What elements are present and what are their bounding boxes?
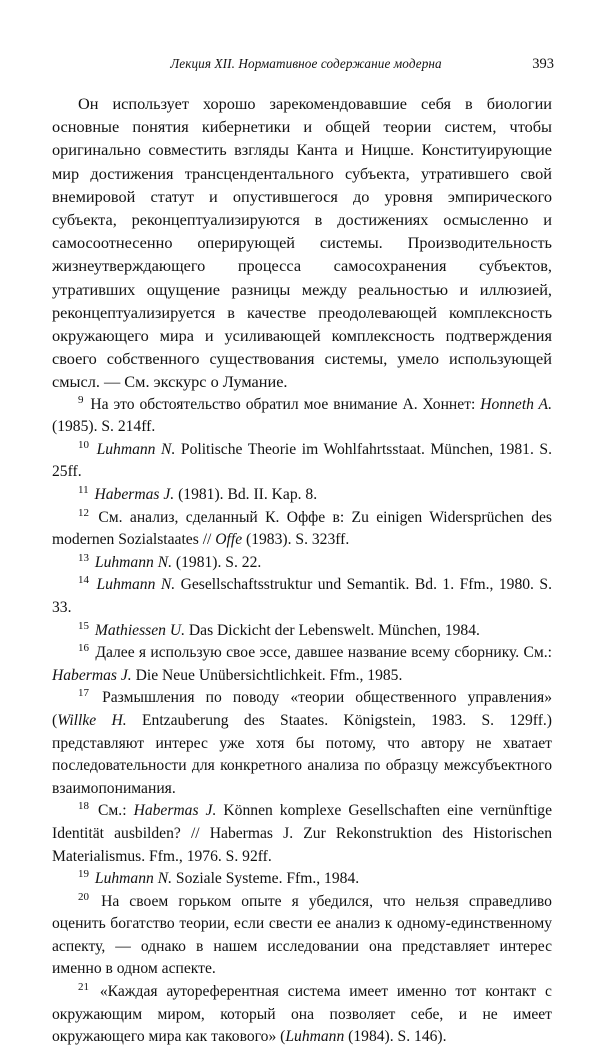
footnote-number: 9 [78, 393, 84, 406]
footnote-number: 15 [78, 619, 89, 632]
footnote [52, 891, 552, 981]
footnote [52, 981, 552, 1049]
footnote [52, 484, 552, 507]
footnote [52, 439, 552, 484]
footnote-number: 14 [78, 574, 89, 587]
footnote-text: (1983). S. 323ff. [242, 531, 350, 549]
footnote-citation-italic: Habermas J. [52, 666, 132, 684]
footnote-number: 16 [78, 642, 89, 655]
running-title: Лекция XII. Нормативное содержание модерна [170, 56, 442, 71]
footnote-citation-italic: Luhmann N. [94, 870, 173, 888]
page-header [52, 56, 554, 76]
footnote-citation-italic: Luhmann [285, 1028, 345, 1046]
footnote [52, 642, 552, 687]
footnote-text: Gesellschaftsstruktur und Semantik. Bd. 1. Ffm., 1980. S. 33. [52, 576, 552, 616]
footnote-text: Entzauberung des Staates. Königstein, 1983. S. 129ff.) представляют интерес уже хотя бы потому, что автору не хватает последовательности для конкретного анализа по образцу межсубъектного взаимопонимания. [52, 711, 552, 797]
footnote-citation-italic: Habermas J. [133, 802, 217, 820]
footnote-number: 19 [78, 868, 89, 881]
footnote-citation-italic: Luhmann N. [94, 553, 173, 571]
footnote [52, 507, 552, 552]
footnote-number: 11 [78, 483, 89, 496]
main-paragraph: Он использует хорошо зарекомендовавшие себя в биологии основные понятия кибернетики и общей теории систем, чтобы оригинально совместить взгляды Канта и Ницше. Конституирующие мир достижения трансцендентального субъекта, утратившего свой внемировой статут и опустившегося до уровня эмпирического субъекта, реконцептуализируются в достижениях осмысленно и самосоотнесенно оперирующей системы. Производительность жизнеутверждающего процесса самосохранения субъектов, утративших ощущение разницы между реальностью и иллюзией, реконцептуализируется в качестве преодолевающей комплексность окружающего мира и усиливающей комплексность подтверждения своего собственного существования системы, умело использующей смысл. — См. экскурс о Лумание. [52, 94, 552, 392]
footnote [52, 687, 552, 800]
footnote-text: См.: [98, 802, 134, 820]
footnote-number: 13 [78, 551, 89, 564]
footnote-text: Далее я использую свое эссе, давшее название всему сборнику. См.: [95, 644, 552, 662]
footnote-text: «Каждая аутореферентная система имеет именно тот контакт с окружающим миром, который она позволяет себе, и не имеет окружающего мира как такового» ( [52, 983, 552, 1046]
footnote-citation-italic: Habermas J. [94, 486, 175, 504]
footnote-number: 17 [78, 687, 89, 700]
footnote-number: 20 [78, 890, 89, 903]
footnote-number: 10 [78, 438, 89, 451]
footnote-citation-italic: Mathiessen U. [94, 621, 185, 639]
footnote-text: Soziale Systeme. Ffm., 1984. [172, 870, 360, 888]
footnote-list [52, 394, 552, 1049]
footnote [52, 800, 552, 868]
footnote-citation-italic: Luhmann N. [96, 576, 176, 594]
footnote-citation-italic: Offe [215, 531, 243, 549]
footnote-text: Die Neue Unübersichtlichkeit. Ffm., 1985. [131, 666, 403, 684]
page-number: 393 [532, 56, 554, 72]
footnote-text: Politische Theorie im Wohlfahrtsstaat. München, 1981. S. 25ff. [52, 440, 552, 481]
page-body [52, 92, 552, 1049]
footnote-text: (1984). S. 146). [344, 1028, 447, 1046]
footnote [52, 868, 552, 891]
footnote-text: Размышления по поводу «теории общественного управления» ( [52, 689, 552, 729]
footnote [52, 552, 552, 575]
footnote-number: 12 [78, 506, 89, 519]
footnote-text: (1981). Bd. II. Kap. 8. [174, 486, 318, 504]
footnote [52, 620, 552, 643]
footnote-text: На своем горьком опыте я убедился, что нельзя справедливо оценить богатство теории, если свести ее анализ к одному-единственному аспекту, — однако в нашем исследовании она представляет интерес именно в одном аспекте. [52, 892, 552, 978]
footnote-text: Das Dickicht der Lebenswelt. München, 1984. [185, 621, 480, 639]
footnote-number: 18 [78, 800, 89, 813]
footnote-text: На это обстоятельство обратил мое внимание А. Хоннет: [90, 395, 481, 413]
footnote-citation-italic: Honneth A. [480, 395, 552, 413]
footnote-text: См. анализ, сделанный К. Оффе в: Zu einigen Widersprüchen des modernen Sozialstaates // [52, 508, 552, 549]
footnote [52, 394, 552, 439]
footnote-citation-italic: Willke H. [57, 711, 127, 729]
footnote-citation-italic: Luhmann N. [96, 440, 176, 458]
footnote-text: (1981). S. 22. [172, 553, 262, 571]
footnote [52, 574, 552, 619]
footnote-text: (1985). S. 214ff. [52, 418, 156, 436]
footnote-number: 21 [78, 981, 89, 994]
footnote-text: Können komplexe Gesellschaften eine vernünftige Identität ausbilden? // Habermas J. Zur Rekonstruktion des Historischen Materialismus. Ffm., 1976. S. 92ff. [52, 802, 552, 865]
